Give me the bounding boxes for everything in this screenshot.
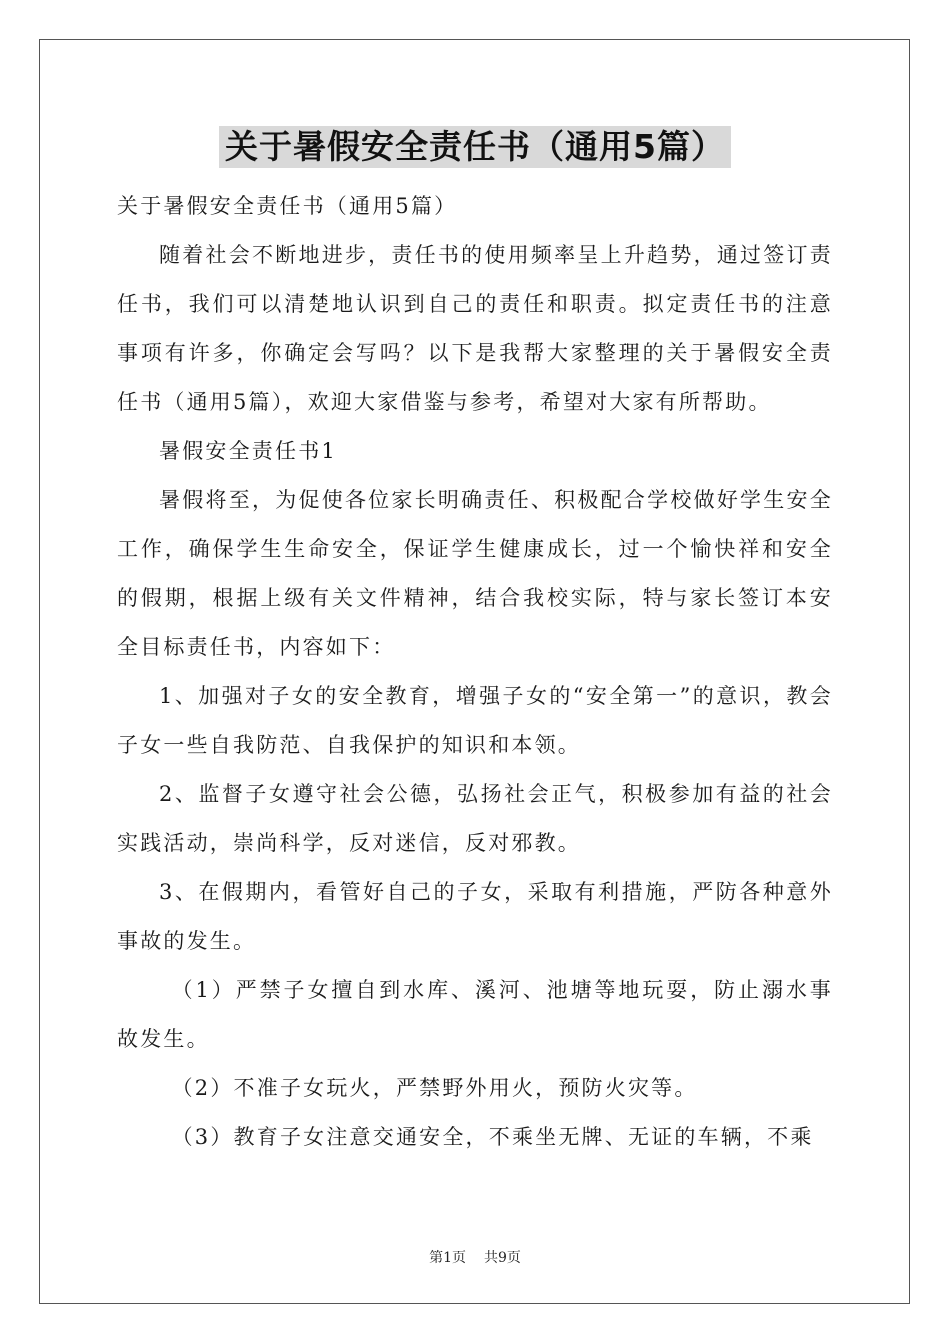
sub-list-item: （3）教育子女注意交通安全，不乘坐无牌、无证的车辆，不乘 xyxy=(171,1125,814,1149)
document-body xyxy=(117,182,833,1162)
page-footer xyxy=(0,1247,950,1267)
list-item: 1、加强对子女的安全教育，增强子女的“安全第一”的意识，教会子女一些自我防范、自我保护的知识和本领。 xyxy=(117,684,833,757)
intro-paragraph: 随着社会不断地进步，责任书的使用频率呈上升趋势，通过签订责任书，我们可以清楚地认识到自己的责任和职责。拟定责任书的注意事项有许多，你确定会写吗？以下是我帮大家整理的关于暑假安全责任书（通用5篇），欢迎大家借鉴与参考，希望对大家有所帮助。 xyxy=(117,243,833,414)
document-title: 关于暑假安全责任书（通用5篇） xyxy=(219,126,731,168)
paragraph: 暑假将至，为促使各位家长明确责任、积极配合学校做好学生安全工作，确保学生生命安全，保证学生健康成长，过一个愉快祥和安全的假期，根据上级有关文件精神，结合我校实际，特与家长签订本安全目标责任书，内容如下： xyxy=(117,488,833,659)
title-container xyxy=(0,126,950,168)
document-subtitle: 关于暑假安全责任书（通用5篇） xyxy=(117,194,458,218)
list-item: 3、在假期内，看管好自己的子女，采取有利措施，严防各种意外事故的发生。 xyxy=(117,880,833,953)
page-number: 第1页 xyxy=(429,1250,466,1266)
section-heading: 暑假安全责任书1 xyxy=(159,439,337,463)
page-total: 共9页 xyxy=(484,1250,521,1266)
list-item: 2、监督子女遵守社会公德，弘扬社会正气，积极参加有益的社会实践活动，崇尚科学，反对迷信，反对邪教。 xyxy=(117,782,833,855)
sub-list-item: （1）严禁子女擅自到水库、溪河、池塘等地玩耍，防止溺水事故发生。 xyxy=(117,978,833,1051)
sub-list-item: （2）不准子女玩火，严禁野外用火，预防火灾等。 xyxy=(171,1076,698,1100)
